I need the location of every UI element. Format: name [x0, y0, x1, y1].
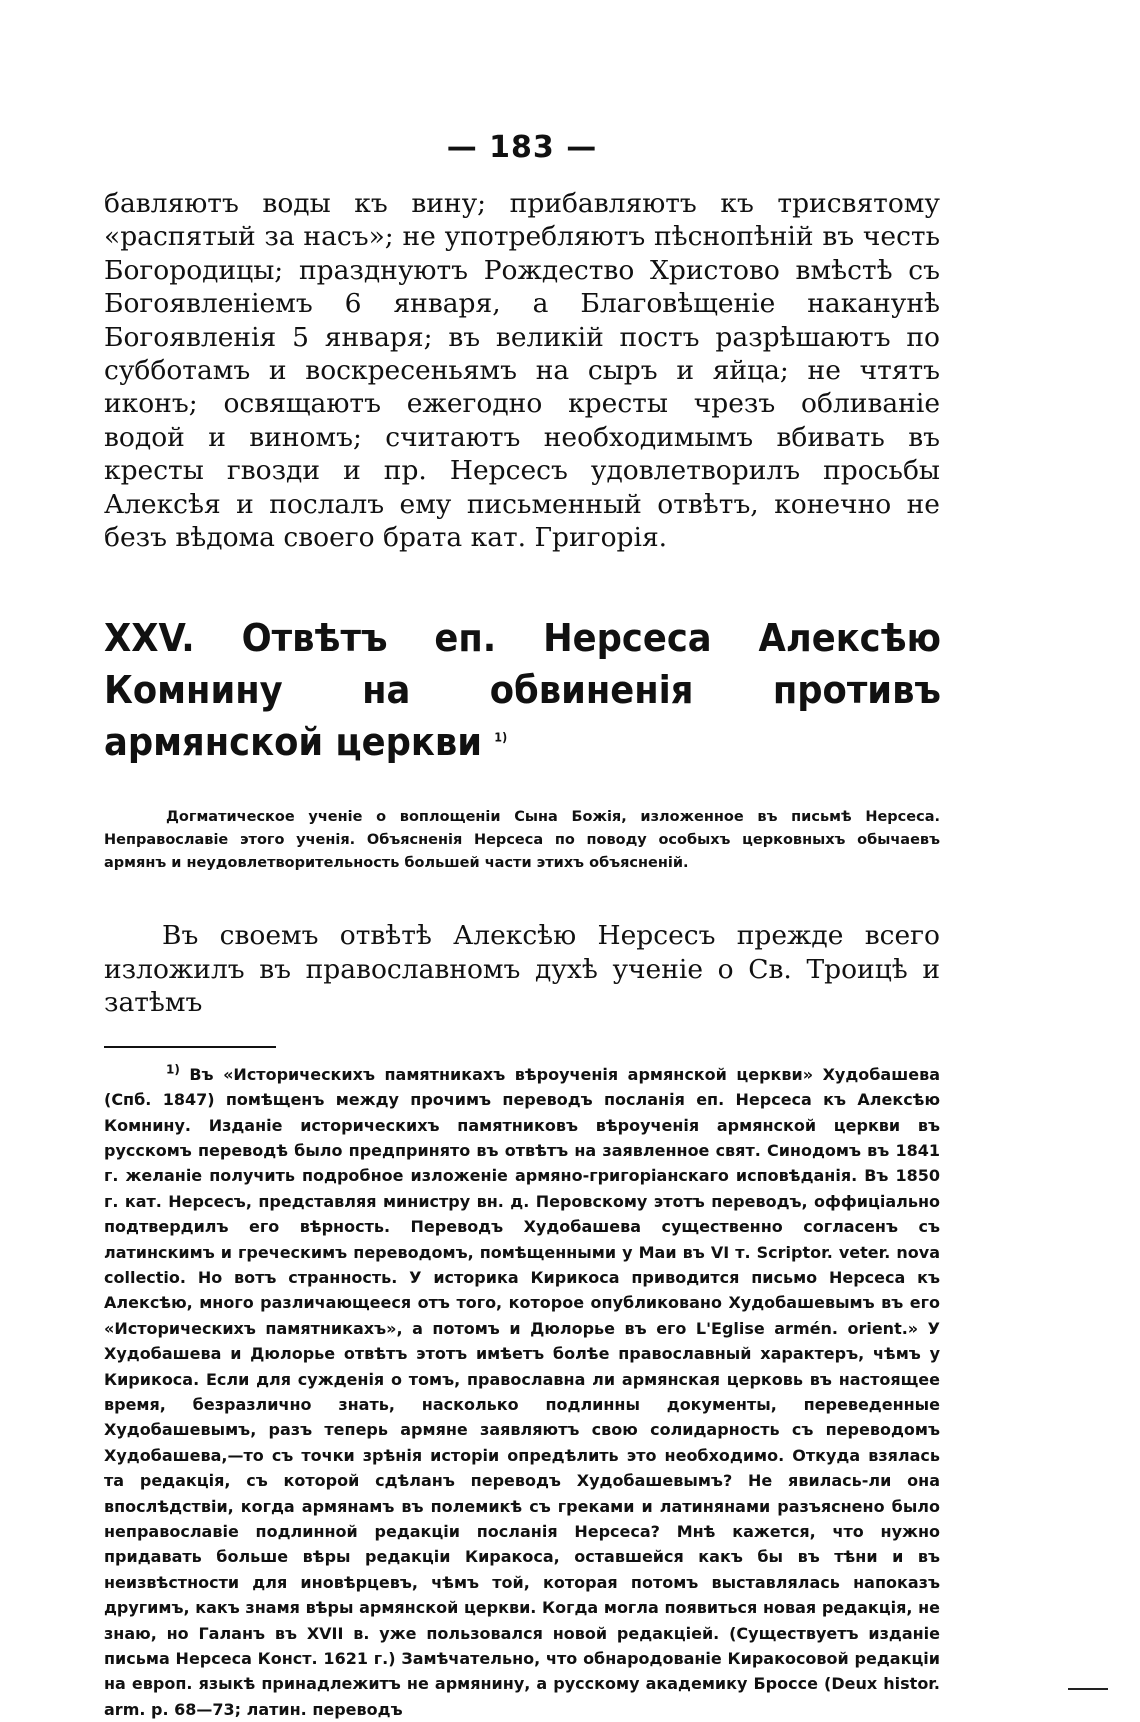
page-number: — 183 — [446, 130, 598, 165]
footnote-mark: 1) [166, 1062, 180, 1077]
chapter-footnote-mark: 1) [494, 730, 508, 745]
chapter-heading [104, 612, 941, 768]
footnote-text: Въ «Историческихъ памятникахъ вѣроученія армянской церкви» Худобашева (Спб. 1847) помѣщенъ между прочимъ переводъ посланія еп. Нерсеса къ Алексѣю Комнину. Изданіе историческихъ памятниковъ вѣроученія армянской церкви въ русскомъ переводѣ было предпринято въ отвѣтъ на заявленное свят. Синодомъ въ 1841 г. желаніе получить подробное изложеніе армяно-григоріанскаго исповѣданія. Въ 1850 г. кат. Нерсесъ, представляя министру вн. д. Перовскому этотъ переводъ, оффиціально подтвердилъ его вѣрность. Переводъ Худобашева существенно согласенъ съ латинскимъ и греческимъ переводомъ, помѣщенными у Маи въ VI т. Scriptor. veter. nova collectio. Но вотъ странность. У историка Кирикоса приводится письмо Нерсеса къ Алексѣю, много различающееся отъ того, которое опубликовано Худобашевымъ въ его «Историческихъ памятникахъ», а потомъ и Дюлорье въ его L'Eglise armén. orient.» У Худобашева и Дюлорье отвѣтъ этотъ имѣетъ болѣе православный характеръ, чѣмъ у Кирикоса. Если для сужденія о томъ, православна ли армянская церковь въ настоящее время, безразлично знать, насколько подлинны документы, переведенные Худобашевымъ, разъ теперь армяне заявляютъ свою солидарность съ переводомъ Худобашева,—то съ точки зрѣнія исторіи опредѣлить это необходимо. Откуда взялась та редакція, съ которой сдѣланъ переводъ Худобашевымъ? Не явилась-ли она впослѣдствіи, когда армянамъ въ полемикѣ съ греками и латинянами разъяснено было неправославіе подлинной редакціи посланія Нерсеса? Мнѣ кажется, что нужно придавать больше вѣры редакціи Киракоса, оставшейся какъ бы въ тѣни и въ неизвѣстности для иновѣрцевъ, чѣмъ той, которая потомъ выставлялась напоказъ другимъ, какъ знамя вѣры армянской церкви. Когда могла появиться новая редакція, не знаю, но Галанъ въ XVII в. уже пользовался новой редакціей. (Существуетъ изданіе письма Нерсеса Конст. 1621 г.) Замѣчательно, что обнародованіе Киракосовой редакціи на европ. языкѣ принадлежитъ не армянину, а русскому академику Броссе (Deux histor. arm. p. 68—73; латин. переводъ [104, 1064, 940, 1719]
footnote [104, 1062, 940, 1722]
paragraph-chapter-opening: Въ своемъ отвѣтѣ Алексѣю Нерсесъ прежде всего изложилъ въ православномъ духѣ ученіе о Св. Троицѣ и затѣмъ [104, 920, 940, 1019]
page-content [104, 130, 940, 1722]
paragraph-continued: бавляютъ воды къ вину; прибавляютъ къ трисвятому «распятый за насъ»; не употребляютъ пѣснопѣній въ честь Богородицы; празднуютъ Рождество Христово вмѣстѣ съ Богоявленіемъ 6 января, а Благовѣщеніе наканунѣ Богоявленія 5 января; въ великій постъ разрѣшаютъ по субботамъ и воскресеньямъ на сыръ и яйца; не чтятъ иконъ; освящаютъ ежегодно кресты чрезъ обливаніе водой и виномъ; считаютъ необходимымъ вбивать въ кресты гвозди и пр. Нерсесъ удовлетворилъ просьбы Алексѣя и послалъ ему письменный отвѣтъ, конечно не безъ вѣдома своего брата кат. Григорія. [104, 188, 940, 554]
scan-edge-mark [1068, 1688, 1108, 1690]
footnote-divider [104, 1046, 276, 1048]
chapter-summary: Догматическое ученіе о воплощеніи Сына Божія, изложенное въ письмѣ Нерсеса. Неправославіе этого ученія. Объясненія Нерсеса по поводу особыхъ церковныхъ обычаевъ армянъ и неудовлетворительность большей части этихъ объясненій. [104, 809, 940, 872]
chapter-title: XXV. Отвѣтъ еп. Нерсеса Алексѣю Комнину на обвиненія противъ армянской церкви [104, 616, 941, 765]
